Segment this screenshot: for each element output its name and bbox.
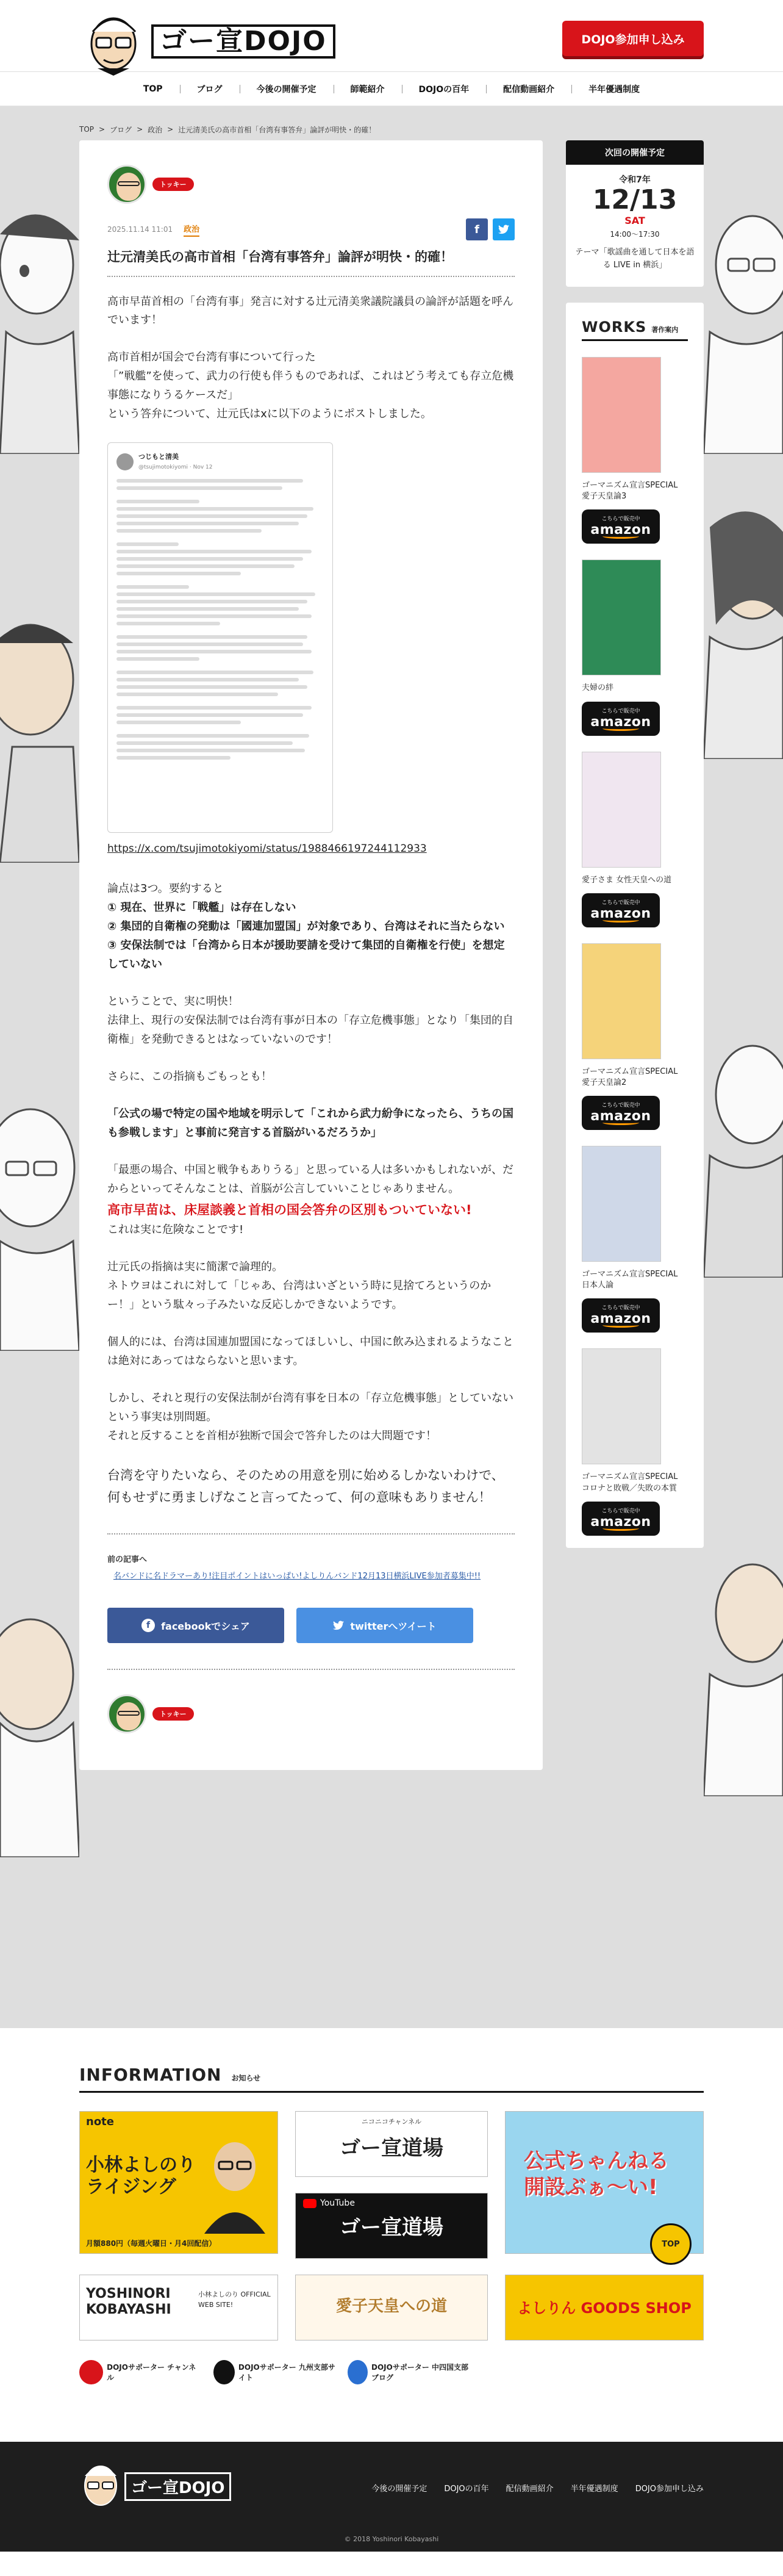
footer-nav-join[interactable]: DOJO参加申し込み — [635, 2484, 704, 2494]
work-item — [582, 559, 688, 735]
share-icons — [466, 218, 515, 240]
official-website-subtitle: 小林よしのり OFFICIAL WEB SITE! — [198, 2290, 271, 2309]
nav-item-top[interactable]: TOP — [143, 84, 163, 94]
post-date: 2025.11.14 11:01 — [107, 225, 173, 234]
paragraph — [107, 1389, 515, 1446]
paragraph-line: これは実に危険なことです! — [107, 1223, 244, 1236]
information-title: INFORMATION — [79, 2065, 222, 2085]
breadcrumb-blog[interactable]: ブログ — [110, 125, 132, 134]
amazon-smile-icon — [602, 1526, 639, 1531]
embedded-tweet[interactable] — [107, 442, 333, 833]
facebook-share-label: facebookでシェア — [161, 1620, 250, 1632]
nav-item-masters[interactable]: 師範紹介 — [334, 72, 402, 106]
nav-item-history[interactable]: DOJOの百年 — [402, 72, 487, 106]
logo-character-icon — [79, 7, 148, 76]
breadcrumb-separator: > — [99, 125, 105, 134]
works-title: WORKS — [582, 318, 647, 336]
youtube-logo — [303, 2198, 487, 2208]
work-item — [582, 357, 688, 544]
author-portrait — [198, 2136, 271, 2234]
site-header — [0, 0, 783, 72]
works-list — [582, 357, 688, 1536]
book-cover[interactable] — [582, 357, 661, 473]
bg-character-illustration — [704, 198, 783, 454]
official-website-title: YOSHINORI KOBAYASHI — [86, 2286, 171, 2318]
note-rising-banner[interactable] — [79, 2111, 278, 2254]
amazon-caption: こちらで販売中 — [601, 516, 640, 523]
author-row — [107, 165, 515, 204]
breadcrumb — [0, 106, 783, 140]
work-item — [582, 943, 688, 1130]
note-logo: note — [86, 2115, 114, 2128]
paragraph — [107, 993, 515, 1049]
book-title: 愛子さま 女性天皇への道 — [582, 875, 672, 885]
facebook-icon: f — [141, 1619, 155, 1632]
niconico-channel-banner[interactable] — [295, 2111, 488, 2177]
bg-character-illustration — [0, 1601, 79, 1857]
amazon-logo: amazon — [590, 905, 651, 921]
paragraph-line: 「最悪の場合、中国と戦争もありうる」と思っている人は多いかもしれないが、だからといってそんなことは、首脳が公言していいことじゃありません。 — [107, 1163, 513, 1195]
author-avatar[interactable] — [107, 165, 146, 204]
quote-paragraph — [107, 1105, 515, 1143]
article-title: 辻元清美氏の高市首相「台湾有事答弁」論評が明快・的確！ — [107, 248, 515, 277]
share-buttons — [107, 1608, 515, 1670]
goods-shop-banner[interactable] — [505, 2275, 704, 2340]
bg-character-illustration — [0, 198, 79, 454]
amazon-smile-icon — [602, 534, 639, 539]
amazon-button[interactable] — [582, 893, 660, 927]
goods-shop-title: よしりん GOODS SHOP — [517, 2300, 692, 2317]
article-footer — [107, 1533, 515, 1733]
niconico-banner-title: ゴー宣道場 — [340, 2136, 443, 2160]
supporter-channel-link[interactable] — [79, 2358, 201, 2387]
page-top-button[interactable]: TOP — [650, 2223, 692, 2265]
site-footer — [0, 2442, 783, 2552]
facebook-icon[interactable]: f — [466, 218, 488, 240]
book-cover[interactable] — [582, 559, 661, 675]
twitter-share-label: twitterへツイート — [350, 1620, 437, 1632]
supporter-chushikoku-label: DOJOサポーター 中四国支部ブログ — [371, 2363, 469, 2382]
supporter-icon — [79, 2360, 103, 2384]
nav-item-blog[interactable]: ブログ — [180, 72, 240, 106]
paragraph-line: ネトウヨはこれに対して「じゃあ、台湾はいざという時に見捨てろというのかー！」という駄々っ子みたいな反応しかできないようです。 — [107, 1279, 492, 1311]
book-title: 夫婦の絆 — [582, 683, 614, 693]
tweet-author: つじもと清美 — [138, 453, 179, 461]
amazon-smile-icon — [602, 726, 639, 731]
amazon-button[interactable] — [582, 509, 660, 544]
works-heading — [582, 318, 688, 341]
paragraph-line: 法律上、現行の安保法制では台湾有事が日本の「存立危機事態」となり「集団的自衛権」を発動できるとはなっていないのです！ — [107, 1014, 513, 1046]
paragraph: さらに、この指摘もごもっとも！ — [107, 1070, 272, 1084]
breadcrumb-separator: > — [167, 125, 174, 134]
paragraph-line: という答弁について、辻元氏はxに以下のようにポストしました。 — [107, 408, 432, 421]
supporter-kyushu-link[interactable] — [213, 2358, 335, 2387]
amazon-smile-icon — [602, 918, 639, 923]
paragraph — [107, 880, 515, 974]
point-1: ① 現在、世界に「戦艦」は存在しない — [107, 901, 296, 915]
amazon-caption: こちらで販売中 — [601, 1103, 640, 1109]
youtube-label: YouTube — [320, 2198, 355, 2208]
amazon-logo: amazon — [590, 714, 651, 730]
bg-character-illustration — [0, 606, 79, 863]
breadcrumb-separator: > — [137, 125, 143, 134]
point-3: ③ 安保法制では「台湾から日本が援助要請を受けて集団的自衛権を行使」を想定していない — [107, 939, 505, 971]
tweet-header — [116, 452, 324, 472]
supporter-icon — [213, 2360, 235, 2384]
next-event-heading: 次回の開催予定 — [566, 140, 704, 165]
author-footer — [107, 1694, 515, 1733]
bg-character-illustration — [0, 1082, 79, 1351]
twitter-share-button[interactable] — [296, 1608, 473, 1643]
post-category[interactable]: 政治 — [184, 223, 199, 237]
information-section — [0, 2028, 783, 2405]
information-subtitle: お知らせ — [231, 2074, 261, 2082]
next-event-year: 令和7年 — [619, 175, 651, 185]
book-cover[interactable] — [582, 1348, 661, 1464]
paragraph: 個人的には、台湾は国連加盟国になってほしいし、中国に飲み込まれるようなことは絶対にあってはならないと思います。 — [107, 1335, 513, 1367]
amazon-caption: こちらで販売中 — [601, 899, 640, 906]
copyright: © 2018 Yoshinori Kobayashi — [344, 2535, 439, 2543]
banner-grid — [79, 2111, 704, 2340]
play-icon — [303, 2199, 316, 2208]
author-tag[interactable]: トッキー — [152, 178, 194, 191]
prev-post-label: 前の記事へ — [107, 1555, 148, 1565]
supporter-links — [79, 2358, 704, 2387]
footer-logo[interactable] — [79, 2460, 231, 2513]
note-banner-title: 小林よしのり ライジング — [86, 2154, 196, 2198]
next-event-date: 12/13 — [592, 184, 678, 215]
aiko-banner[interactable] — [295, 2275, 488, 2340]
tweet-text — [116, 479, 324, 760]
official-channel-title: 公式ちゃんねる 開設ぶぁ〜い! — [524, 2149, 669, 2200]
amazon-button[interactable] — [582, 1298, 660, 1333]
amazon-logo: amazon — [590, 1311, 651, 1327]
paragraph-line: ということで、実に明快！ — [107, 995, 239, 1009]
book-title: ゴーマニズム宣言SPECIAL 愛子天皇論3 — [582, 480, 678, 502]
supporter-chushikoku-link[interactable] — [348, 2358, 470, 2387]
work-item — [582, 752, 688, 927]
nav-item-schedule[interactable]: 今後の開催予定 — [240, 72, 334, 106]
amazon-logo: amazon — [590, 1109, 651, 1124]
highlight-text: 高市早苗は、床屋談義と首相の国会答弁の区別もついていない! — [107, 1202, 472, 1217]
amazon-caption: こちらで販売中 — [601, 1508, 640, 1514]
book-cover[interactable] — [582, 752, 661, 868]
logo-text: ゴー宣DOJO — [151, 24, 335, 59]
footer-logo-text: ゴー宣DOJO — [124, 2472, 231, 2501]
closing-paragraph: 台湾を守りたいなら、そのための用意を別に始めるしかないわけで、何もせずに勇ましげなこと言ってたって、何の意味もありません！ — [107, 1467, 504, 1505]
breadcrumb-current: 辻元清美氏の高市首相「台湾有事答弁」論評が明快・的確！ — [178, 125, 376, 134]
blog-article — [79, 140, 543, 1770]
breadcrumb-top[interactable]: TOP — [79, 125, 95, 134]
paragraph-line: 高市首相が国会で台湾有事について行った — [107, 351, 316, 364]
supporter-channel-label: DOJOサポーター チャンネル — [107, 2363, 196, 2382]
paragraph-line: 「”戦艦”を使って、武力の行使も伴うものであれば、これはどう考えても存立危機事態になりうるケースだ」 — [107, 370, 514, 402]
amazon-button[interactable] — [582, 702, 660, 736]
amazon-smile-icon — [602, 1120, 639, 1125]
youtube-channel-banner[interactable] — [295, 2193, 488, 2259]
amazon-logo: amazon — [590, 1514, 651, 1530]
site-logo[interactable] — [79, 7, 335, 76]
book-title: ゴーマニズム宣言SPECIAL コロナと敗戦／失敗の本質 — [582, 1472, 678, 1493]
main-nav — [0, 72, 783, 106]
official-website-banner[interactable] — [79, 2275, 278, 2340]
footer-nav-videos[interactable]: 配信動画紹介 — [506, 2484, 554, 2494]
nav-item-videos[interactable]: 配信動画紹介 — [486, 72, 571, 106]
work-item — [582, 1146, 688, 1333]
bg-character-illustration — [704, 1021, 783, 1278]
youtube-banner-title: ゴー宣道場 — [340, 2215, 443, 2240]
next-event-box[interactable] — [566, 140, 704, 287]
author-avatar[interactable] — [107, 1694, 146, 1733]
breadcrumb-category[interactable]: 政治 — [148, 125, 163, 134]
works-subtitle: 著作案内 — [651, 325, 679, 334]
paragraph-line: しかし、それと現行の安保法制が台湾有事を日本の「存立危機事態」としていないという事実は別問題。 — [107, 1391, 513, 1423]
twitter-icon[interactable] — [493, 218, 515, 240]
aiko-banner-title: 愛子天皇への道 — [335, 2297, 447, 2315]
book-cover[interactable] — [582, 1146, 661, 1262]
twitter-icon — [333, 1621, 344, 1630]
logo-character-icon — [79, 2460, 122, 2513]
footer-nav-schedule[interactable]: 今後の開催予定 — [371, 2484, 427, 2494]
book-title: ゴーマニズム宣言SPECIAL 愛子天皇論2 — [582, 1067, 678, 1087]
quote: 「公式の場で特定の国や地域を明示して「これから武力紛争になったら、うちの国も参戦します」と事前に発言する首脳がいるだろうか」 — [107, 1107, 513, 1139]
nav-item-benefit[interactable]: 半年優遇制度 — [571, 72, 657, 106]
amazon-button[interactable] — [582, 1096, 660, 1130]
paragraph — [107, 348, 515, 424]
join-button[interactable]: DOJO参加申し込み — [562, 21, 704, 56]
tweet-avatar — [116, 453, 134, 470]
footer-nav — [371, 2482, 704, 2494]
footer-nav-history[interactable]: DOJOの百年 — [444, 2484, 489, 2494]
bg-character-illustration — [704, 503, 783, 759]
amazon-logo: amazon — [590, 522, 651, 538]
paragraph-line: それと反することを首相が独断で国会で答弁したのは大問題です！ — [107, 1429, 437, 1442]
work-item — [582, 1348, 688, 1535]
paragraph-line: 辻元氏の指摘は実に簡潔で論理的。 — [107, 1260, 283, 1273]
main-area — [0, 106, 783, 2028]
note-banner-price: 月額880円（毎週火曜日・月4回配信） — [86, 2239, 216, 2248]
facebook-share-button[interactable] — [107, 1608, 284, 1643]
bg-character-illustration — [704, 1540, 783, 1796]
author-tag[interactable]: トッキー — [152, 1707, 194, 1721]
book-title: ゴーマニズム宣言SPECIAL 日本人論 — [582, 1270, 678, 1290]
amazon-caption: こちらで販売中 — [601, 1305, 640, 1312]
paragraph — [107, 1161, 515, 1240]
content-container — [79, 140, 704, 1770]
niconico-logo: ニコニコチャンネル — [361, 2118, 422, 2126]
supporter-kyushu-label: DOJOサポーター 九州支部サイト — [238, 2363, 335, 2382]
tweet-link[interactable]: https://x.com/tsujimotokiyomi/status/1988466197244112933 — [107, 843, 427, 855]
article-meta — [107, 218, 515, 240]
point-2: ② 集団的自衛権の発動は「國連加盟国」が対象であり、台湾はそれに当たらない — [107, 920, 505, 934]
next-event-weekday: SAT — [624, 215, 645, 227]
prev-post-link[interactable]: 名バンドに名ドラマーあり!注目ポイントはいっぱい!よしりんバンド12月13日横浜LIVE参加者募集中!! — [113, 1572, 481, 1581]
supporter-icon — [348, 2360, 368, 2384]
next-event-body — [566, 165, 704, 287]
information-heading — [79, 2065, 704, 2093]
paragraph: 高市早苗首相の「台湾有事」発言に対する辻元清美衆議院議員の論評が話題を呼んでいます！ — [107, 295, 513, 327]
sidebar — [566, 140, 704, 1770]
amazon-button[interactable] — [582, 1502, 660, 1536]
article-body — [107, 293, 515, 1509]
paragraph-line: 論点は3つ。要約すると — [107, 882, 224, 896]
paragraph — [107, 1258, 515, 1315]
footer-nav-benefit[interactable]: 半年優遇制度 — [570, 2484, 618, 2494]
amazon-smile-icon — [602, 1323, 639, 1328]
amazon-caption: こちらで販売中 — [601, 708, 640, 714]
works-box — [566, 303, 704, 1548]
tweet-handle: @tsujimotokiyomi · Nov 12 — [138, 464, 213, 471]
next-event-theme: テーマ「歌謡曲を通して日本を語る LIVE in 横浜」 — [575, 248, 695, 270]
next-event-time: 14:00〜17:30 — [610, 230, 660, 239]
book-cover[interactable] — [582, 943, 661, 1059]
